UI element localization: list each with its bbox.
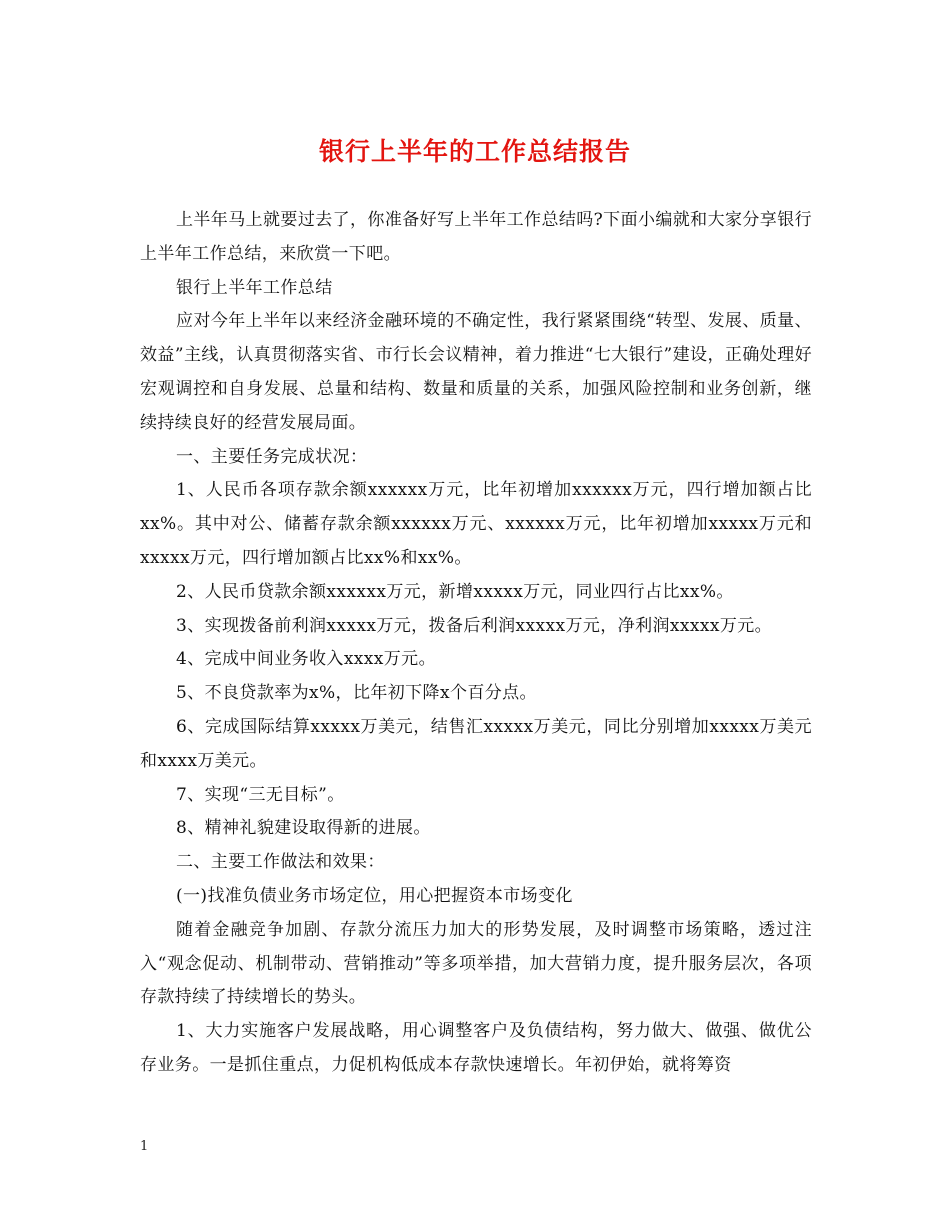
list-item: 4、完成中间业务收入xxxx万元。 (176, 649, 436, 670)
page-number: 1 (140, 1139, 149, 1154)
list-item: 1、人民币各项存款余额xxxxxx万元，比年初增加xxxxxx万元，四行增加额占比xx%。其中对公、储蓄存款余额xxxxxx万元、xxxxxx万元，比年初增加xxxxx万元和xxxxx万元，四行增加额占比xx%和xx%。 (140, 480, 812, 568)
subsection-heading: (一)找准负债业务市场定位，用心把握资本市场变化 (176, 885, 573, 906)
list-item: 3、实现拨备前利润xxxxx万元，拨备后利润xxxxx万元，净利润xxxxx万元。 (176, 615, 773, 636)
list-item: 6、完成国际结算xxxxx万美元，结售汇xxxxx万美元，同比分别增加xxxxx万美元和xxxx万美元。 (140, 716, 812, 771)
paragraph-deposits: 随着金融竞争加剧、存款分流压力加大的形势发展，及时调整市场策略，透过注入“观念促动、机制带动、营销推动”等多项举措，加大营销力度，提升服务层次，各项存款持续了持续增长的势头。 (140, 919, 812, 1008)
paragraph-intro: 上半年马上就要过去了，你准备好写上半年工作总结吗?下面小编就和大家分享银行上半年工作总结，来欣赏一下吧。 (140, 210, 812, 264)
paragraph-overview: 应对今年上半年以来经济金融环境的不确定性，我行紧紧围绕“转型、发展、质量、效益”主线，认真贯彻落实省、市行长会议精神，着力推进“七大银行”建设，正确处理好宏观调控和自身发展、总量和结构、数量和质量的关系，加强风险控制和业务创新，继续持续良好的经营发展局面。 (140, 311, 812, 433)
section-heading-tasks: 一、主要任务完成状况： (176, 446, 368, 467)
list-item: 2、人民币贷款余额xxxxxx万元，新增xxxxx万元，同业四行占比xx%。 (176, 581, 734, 602)
list-item: 5、不良贷款率为x%，比年初下降x个百分点。 (176, 683, 537, 704)
document-body (140, 204, 812, 1083)
list-item: 7、实现“三无目标”。 (176, 784, 345, 805)
paragraph-subtitle: 银行上半年工作总结 (176, 277, 333, 298)
paragraph-client-strategy: 1、大力实施客户发展战略，用心调整客户及负债结构，努力做大、做强、做优公存业务。一是抓住重点，力促机构低成本存款快速增长。年初伊始，就将筹资 (140, 1021, 812, 1075)
document-title: 银行上半年的工作总结报告 (318, 137, 631, 166)
list-item: 8、精神礼貌建设取得新的进展。 (176, 818, 431, 839)
section-heading-methods: 二、主要工作做法和效果： (176, 852, 385, 873)
